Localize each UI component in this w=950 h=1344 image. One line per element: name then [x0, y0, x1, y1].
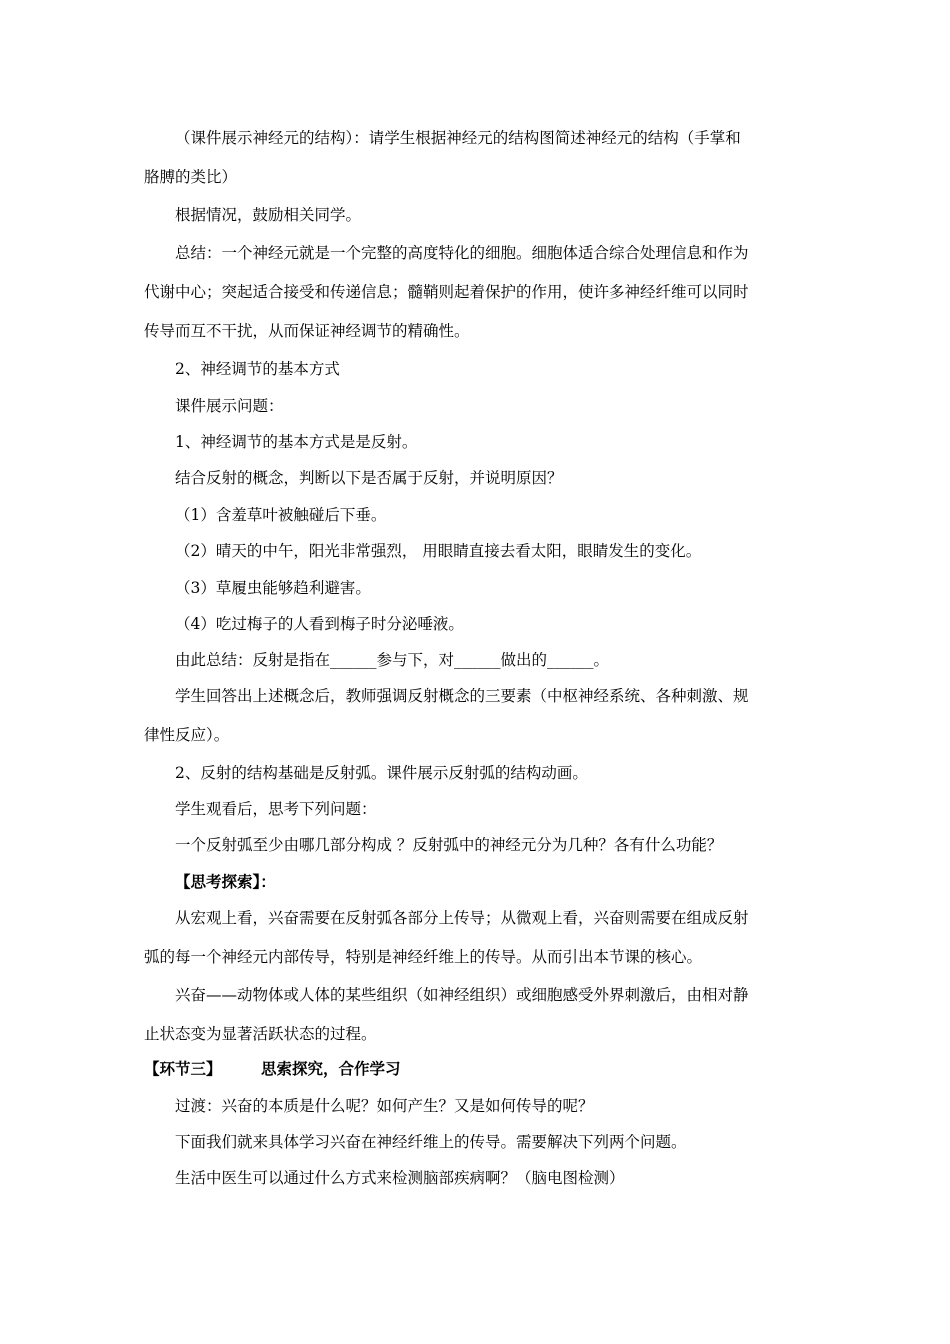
paragraph-two-questions: 下面我们就来具体学习兴奋在神经纤维上的传导。需要解决下列两个问题。: [175, 1133, 687, 1151]
section-title: 思索探究，合作学习: [261, 1059, 401, 1078]
paragraph-three-elements-cont: 律性反应）。: [144, 726, 230, 744]
paragraph-students-watch: 学生观看后，思考下列问题：: [175, 800, 377, 818]
paragraph-judge: 结合反射的概念，判断以下是否属于反射，并说明原因？: [175, 469, 563, 487]
paragraph-macro-micro-cont: 弧的每一个神经元内部传导，特别是神经纤维上的传导。从而引出本节课的核心。: [144, 948, 703, 966]
list-item-1: （1）含羞草叶被触碰后下垂。: [175, 506, 387, 524]
paragraph-excitation-cont: 止状态变为显著活跃状态的过程。: [144, 1025, 377, 1043]
paragraph-excitation: 兴奋——动物体或人体的某些组织（如神经组织）或细胞感受外界刺激后，由相对静: [175, 986, 749, 1004]
paragraph-neuron-structure: （课件展示神经元的结构）：请学生根据神经元的结构图简述神经元的结构（手掌和: [175, 129, 741, 147]
paragraph-three-elements: 学生回答出上述概念后，教师强调反射概念的三要素（中枢神经系统、各种刺激、规: [175, 687, 749, 705]
heading-explore: 【思考探索】：: [175, 872, 276, 891]
paragraph-eeg: 生活中医生可以通过什么方式来检测脑部疾病啊？（脑电图检测）: [175, 1169, 625, 1187]
heading-basic-method: 2、神经调节的基本方式: [175, 360, 340, 378]
paragraph-questions-intro: 课件展示问题：: [175, 397, 284, 415]
list-item-4: （4）吃过梅子的人看到梅子时分泌唾液。: [175, 615, 464, 633]
paragraph-fill-blank: 由此总结：反射是指在______参与下，对______做出的______。: [175, 651, 610, 669]
paragraph-transition: 过渡：兴奋的本质是什么呢？如何产生？又是如何传导的呢？: [175, 1097, 594, 1115]
paragraph-reflex: 1、神经调节的基本方式是是反射。: [175, 433, 418, 451]
paragraph-reflex-arc: 2、反射的结构基础是反射弧。课件展示反射弧的结构动画。: [175, 764, 588, 782]
paragraph-summary: 总结：一个神经元就是一个完整的高度特化的细胞。细胞体适合综合处理信息和作为: [175, 244, 749, 262]
paragraph-neuron-structure-cont: 胳膊的类比）: [144, 168, 238, 186]
paragraph-summary-cont: 传导而互不干扰，从而保证神经调节的精确性。: [144, 322, 470, 340]
list-item-2: （2）晴天的中午，阳光非常强烈， 用眼睛直接去看太阳，眼睛发生的变化。: [175, 542, 702, 560]
paragraph-encourage: 根据情况，鼓励相关同学。: [175, 206, 362, 224]
paragraph-summary-cont: 代谢中心；突起适合接受和传递信息；髓鞘则起着保护的作用，使许多神经纤维可以同时: [144, 283, 749, 301]
list-item-3: （3）草履虫能够趋利避害。: [175, 579, 371, 597]
paragraph-arc-question: 一个反射弧至少由哪几部分构成 ？反射弧中的神经元分为几种？各有什么功能？: [175, 836, 723, 854]
paragraph-macro-micro: 从宏观上看，兴奋需要在反射弧各部分上传导；从微观上看，兴奋则需要在组成反射: [175, 909, 749, 927]
section-label: 【环节三】: [144, 1059, 222, 1078]
